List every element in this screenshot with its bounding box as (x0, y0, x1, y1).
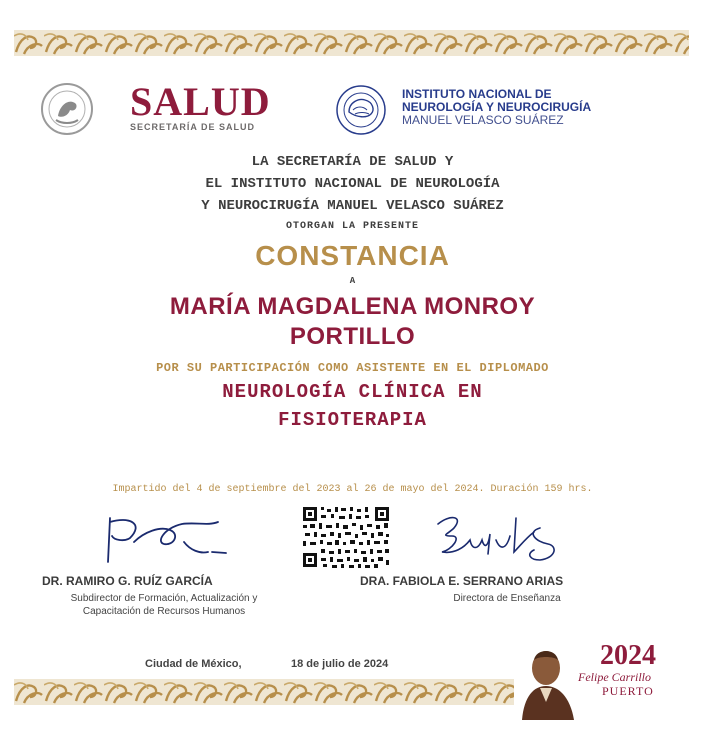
badge-line-1: Felipe Carrillo (578, 670, 651, 684)
signature-serrano-icon (430, 510, 580, 572)
signer-1-role-line-1: Subdirector de Formación, Actualización y (70, 593, 258, 604)
document-title: CONSTANCIA (255, 240, 450, 271)
logo-row (40, 80, 680, 142)
innn-line-1: INSTITUTO NACIONAL DE (402, 87, 552, 101)
badge-year: 2024 (600, 640, 656, 671)
issuer-line-1: LA SECRETARÍA DE SALUD Y (251, 154, 454, 170)
issue-date: 18 de julio de 2024 (291, 658, 389, 670)
participation-statement: POR SU PARTICIPACIÓN COMO ASISTENTE EN EL DIPLOMADO (156, 361, 549, 375)
qr-code-icon (301, 505, 391, 569)
top-decorative-border (14, 30, 689, 56)
innn-seal-icon (335, 84, 387, 136)
signature-ruiz-icon (100, 512, 250, 572)
greca-pattern (14, 30, 689, 56)
signer-1-name: DR. RAMIRO G. RUÍZ GARCÍA (42, 574, 213, 588)
innn-logo-text (402, 88, 591, 127)
innn-line-3: MANUEL VELASCO SUÁREZ (402, 113, 564, 127)
bottom-decorative-border (14, 679, 514, 705)
salud-logo-subtitle: SECRETARÍA DE SALUD (130, 122, 256, 132)
issue-city: Ciudad de México, (145, 658, 242, 670)
badge-line-2: PUERTO (602, 684, 654, 698)
diploma-title (0, 378, 705, 434)
diploma-title-line-2: FISIOTERAPIA (278, 409, 427, 431)
innn-line-2: NEUROLOGÍA Y NEUROCIRUGÍA (402, 100, 592, 114)
signer-1-role-line-2: Capacitación de Recursos Humanos (82, 606, 246, 617)
signer-2-role (362, 592, 652, 605)
issuer-line-3: Y NEUROCIRUGÍA MANUEL VELASCO SUÁREZ (201, 198, 504, 214)
signer-1-role (14, 592, 314, 618)
recipient-name-line-2: PORTILLO (289, 323, 416, 350)
mexico-coat-of-arms-icon (40, 82, 94, 136)
recipient-name-line-1: MARÍA MAGDALENA MONROY (169, 293, 536, 320)
salud-logo-text: SALUD (130, 79, 271, 124)
signer-2-name: DRA. FABIOLA E. SERRANO ARIAS (360, 574, 564, 588)
a-connector: A (349, 276, 356, 286)
course-dates: Impartido del 4 de septiembre del 2023 al 26 de mayo del 2024. Duración 159 hrs. (112, 484, 593, 495)
signer-2-role-line-1: Directora de Enseñanza (453, 593, 561, 604)
recipient-name (0, 292, 705, 352)
diploma-title-line-1: NEUROLOGÍA CLÍNICA EN (222, 381, 483, 403)
issuer-statement (0, 151, 705, 217)
issuer-line-2: EL INSTITUTO NACIONAL DE NEUROLOGÍA (205, 176, 500, 192)
otorgan-text: OTORGAN LA PRESENTE (285, 221, 420, 232)
greca-pattern-bottom (14, 679, 514, 705)
